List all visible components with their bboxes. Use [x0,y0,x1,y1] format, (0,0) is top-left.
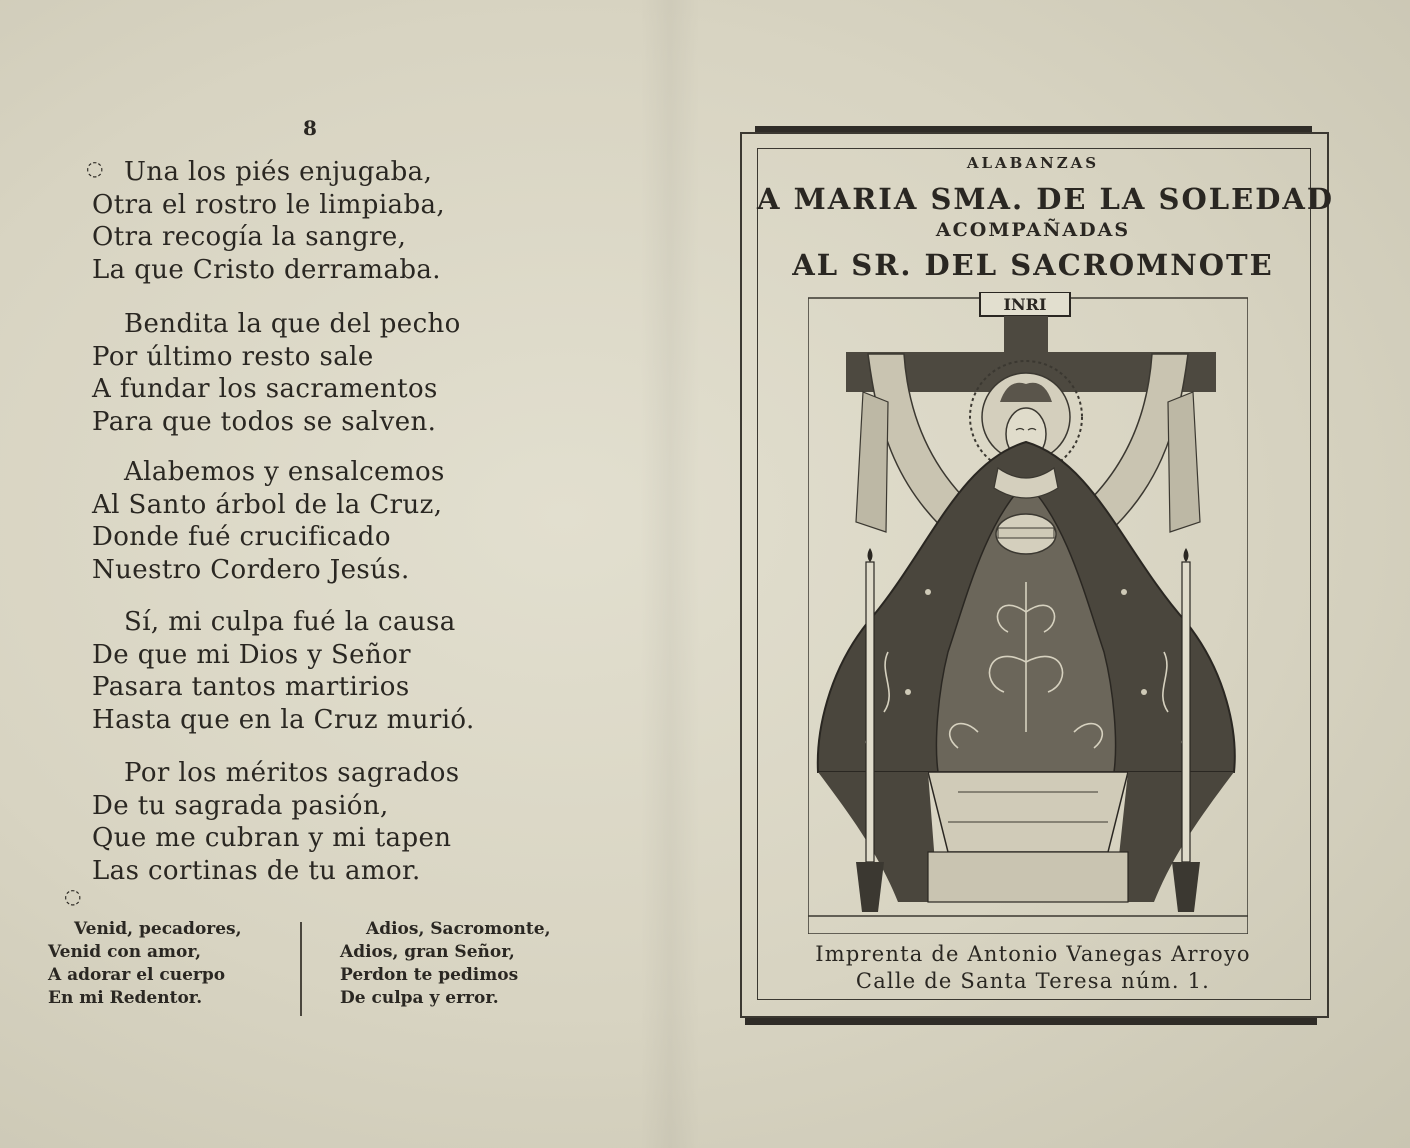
title-line-4: AL SR. DEL SACROMNOTE [792,248,1274,282]
title-line-2: A MARIA SMA. DE LA SOLEDAD [757,182,1335,216]
stanza-3 [92,456,512,586]
verse-line: Venid con amor, [48,942,202,962]
page-number: 8 [303,116,317,140]
verse-divider [300,922,302,1016]
verse-line: Venid, pecadores, [74,919,242,939]
title-line-3: ACOMPAÑADAS [935,219,1131,241]
verse-line: Por último resto sale [92,341,374,372]
page-fold [640,0,700,1148]
title-line-1: ALABANZAS [966,154,1100,172]
verse-line: A adorar el cuerpo [48,965,226,985]
verse-line: Que me cubran y mi tapen [92,823,452,853]
verse-line: Alabemos y ensalcemos [124,457,445,487]
bottom-rule [745,1018,1317,1025]
verse-line: Para que todos se salven. [92,406,437,437]
verse-line: Perdon te pedimos [340,965,519,985]
verse-line: La que Cristo derramaba. [92,254,441,285]
verse-line: A fundar los sacramentos [92,374,438,404]
imprint-line-1: Imprenta de Antonio Vanegas Arroyo [815,942,1251,966]
verse-line: De tu sagrada pasión, [92,790,389,821]
stanza-2 [92,308,512,438]
verse-line: Pasara tantos martirios [92,672,410,702]
inri-text: INRI [1003,295,1047,314]
small-verse-right [340,918,551,1010]
stanza-5 [92,757,512,887]
virgin-engraving [808,292,1248,934]
verse-line: Adios, gran Señor, [340,942,515,962]
verse-line: Las cortinas de tu amor. [92,855,421,886]
verse-line: Adios, Sacromonte, [366,919,551,939]
verse-line: Por los méritos sagrados [124,758,460,788]
verse-line: Donde fué crucificado [92,522,391,552]
ink-mark: ◌ [86,156,104,180]
verse-line: Al Santo árbol de la Cruz, [92,489,443,520]
verse-line: En mi Redentor. [48,988,203,1008]
verse-line: Sí, mi culpa fué la causa [124,607,456,637]
stanza-1 [92,156,512,286]
verse-line: Nuestro Cordero Jesús. [92,554,410,585]
verse-line: Una los piés enjugaba, [124,157,433,187]
verse-line: Otra el rostro le limpiaba, [92,189,446,220]
verse-line: Hasta que en la Cruz murió. [92,704,475,735]
imprint-line-2: Calle de Santa Teresa núm. 1. [855,969,1211,993]
small-verse-left [48,918,242,1010]
verse-line: Otra recogía la sangre, [92,222,407,252]
verse-line: De que mi Dios y Señor [92,639,411,670]
stanza-4 [92,606,512,736]
verse-line: Bendita la que del pecho [124,309,461,339]
ink-mark: ◌ [64,884,82,908]
verse-line: De culpa y error. [340,988,499,1008]
